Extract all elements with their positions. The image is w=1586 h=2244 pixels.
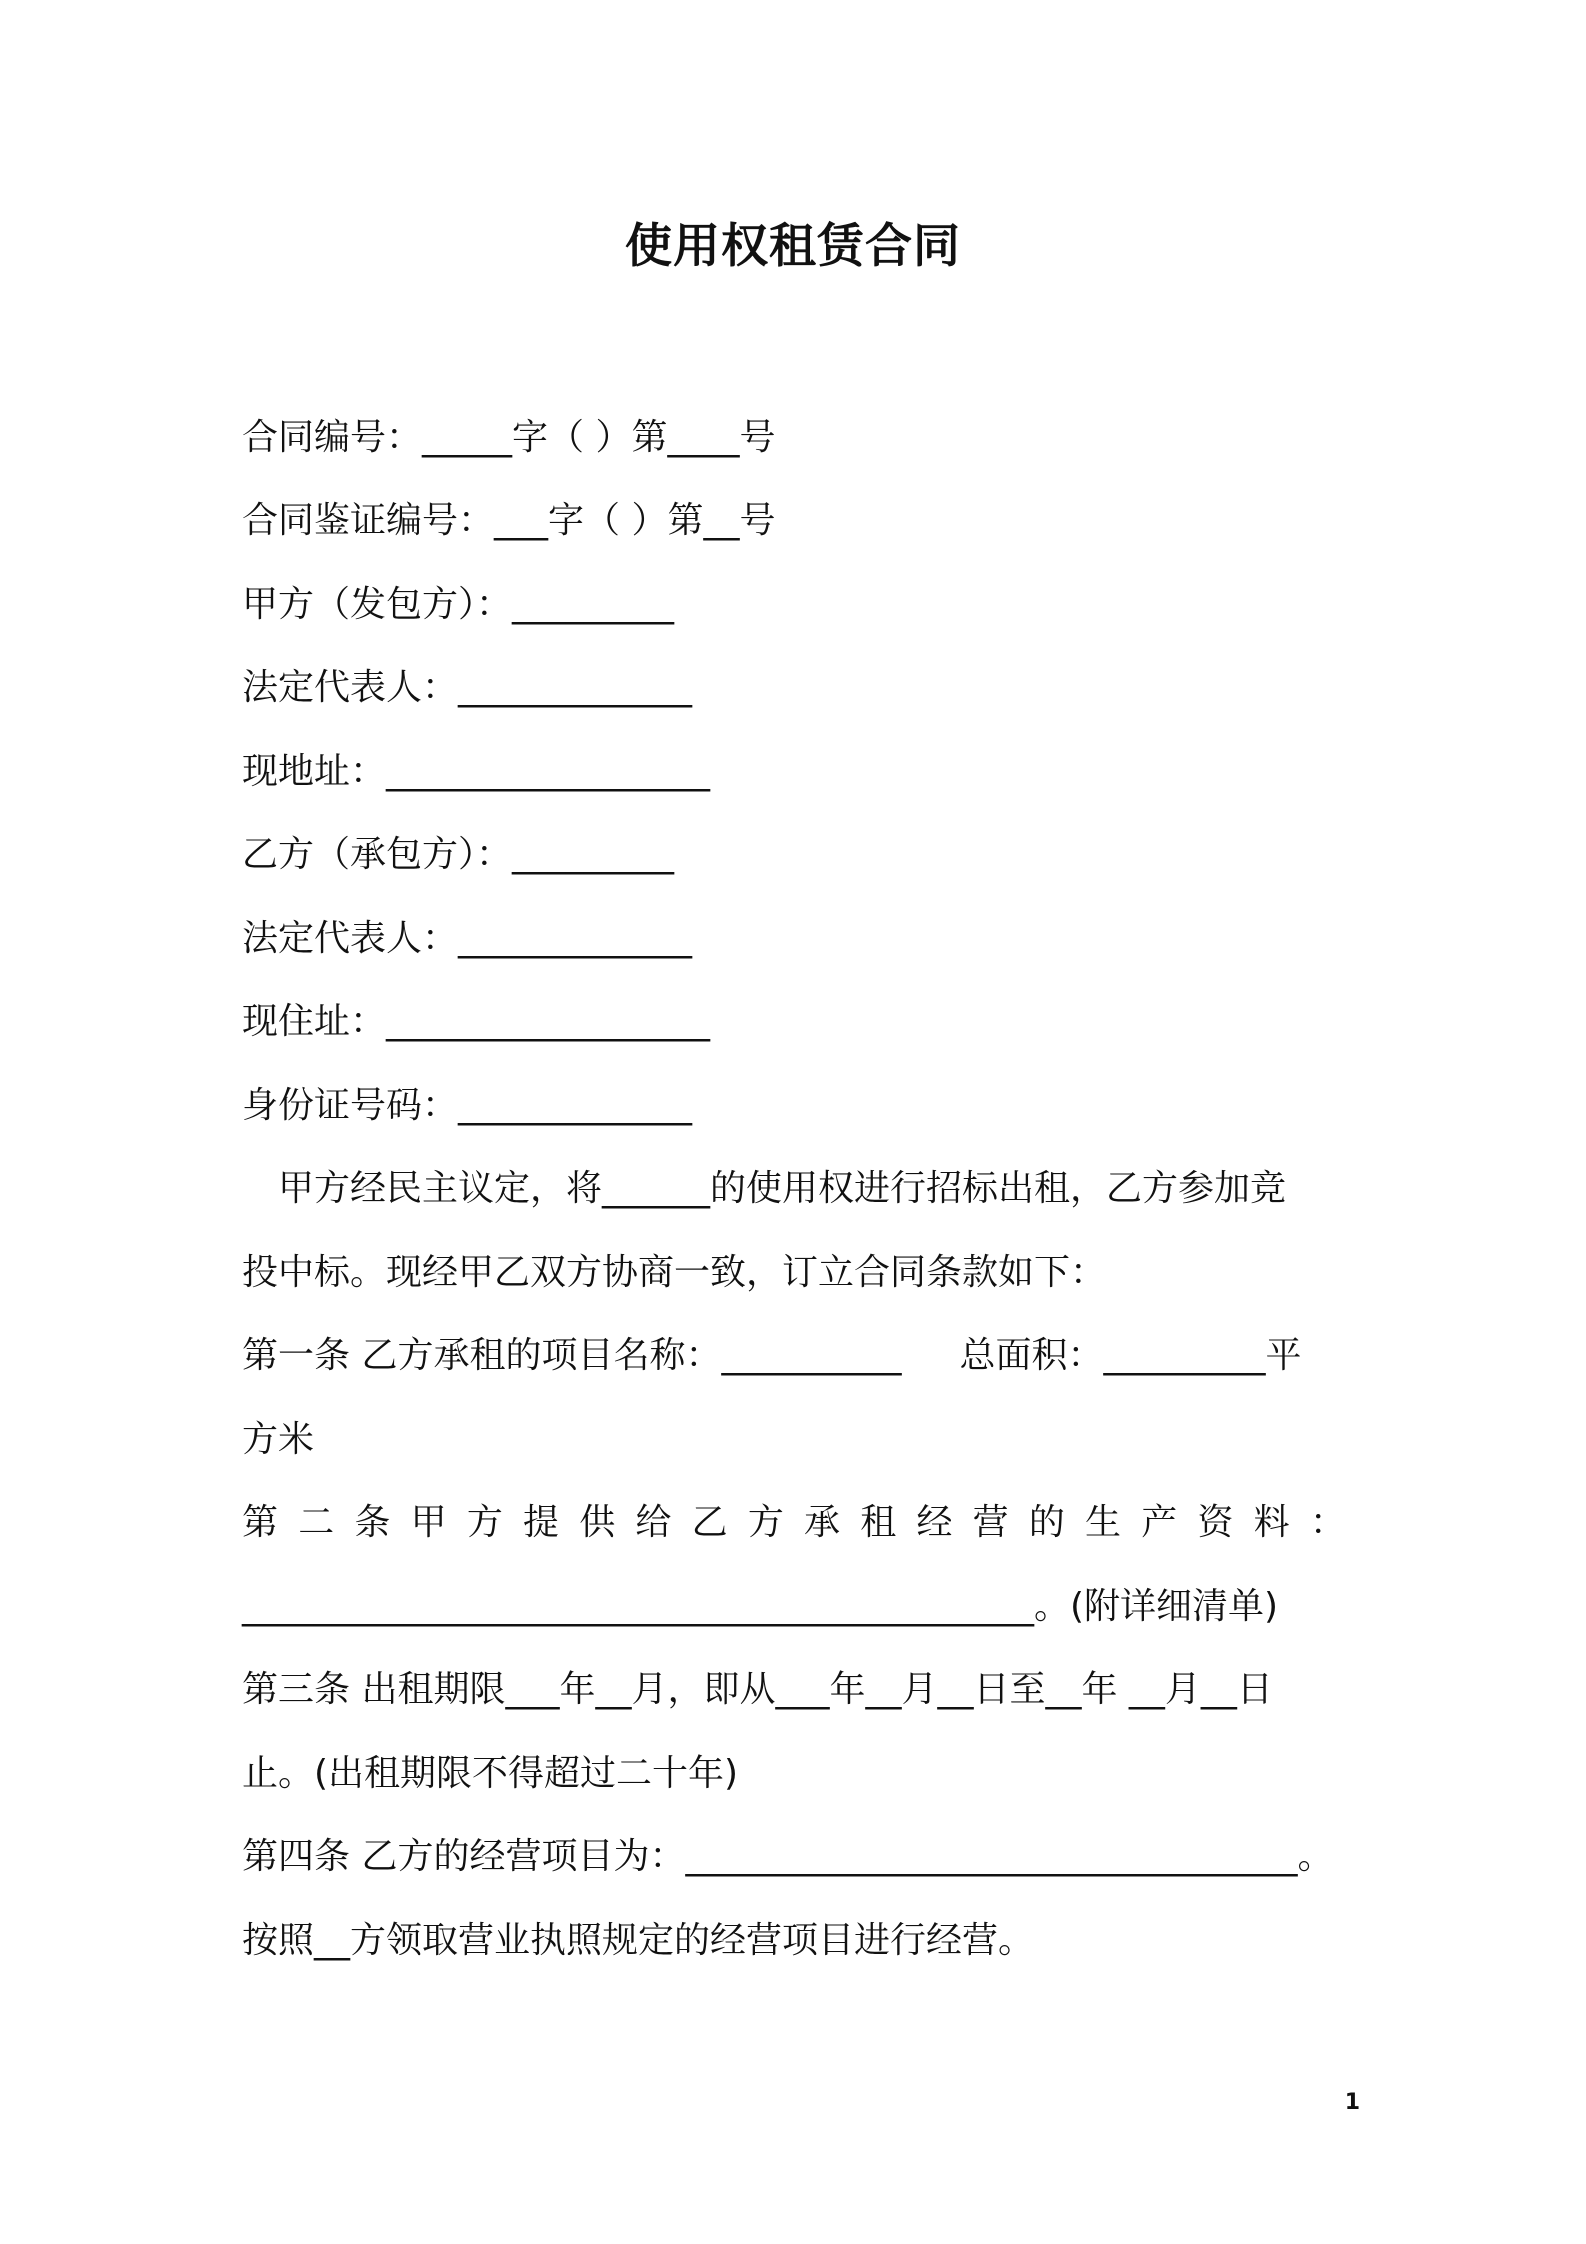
article-2-char: 营 [972,1502,1009,1543]
article-2-char: 方 [466,1502,503,1543]
id-number-line: 身份证号码：_____________ [242,1085,693,1126]
article-2-char: 条 [354,1502,391,1543]
article-4-line-2: 按照__方领取营业执照规定的经营项目进行经营。 [242,1920,1035,1961]
party-a-address-line: 现地址：__________________ [242,751,711,792]
party-a-representative-line: 法定代表人：_____________ [242,667,693,708]
article-2-char: 承 [804,1502,841,1543]
article-3-line-2: 止。(出租期限不得超过二十年) [242,1753,739,1794]
article-2-line-1 [242,1496,1346,1550]
party-b-address-line: 现住址：__________________ [242,1001,711,1042]
party-b-representative-line: 法定代表人：_____________ [242,918,693,959]
article-2-char: 第 [242,1502,279,1543]
article-2-char: 资 [1197,1502,1234,1543]
article-2-char: 二 [298,1502,335,1543]
article-1-project-name: 第一条 乙方承租的项目名称：__________ [242,1335,902,1376]
article-2-char: 提 [523,1502,560,1543]
article-4-line-1: 第四条 乙方的经营项目为：__________________________________。 [242,1836,1334,1877]
article-2-char: 甲 [410,1502,447,1543]
intro-line-1: 甲方经民主议定，将______的使用权进行招标出租，乙方参加竞 [278,1168,1287,1209]
article-2-char: 乙 [691,1502,728,1543]
article-2-char: 方 [747,1502,784,1543]
verification-number-line: 合同鉴证编号：___字（ ）第__号 [242,500,776,541]
article-2-char: 料 [1253,1502,1290,1543]
article-2-char: 生 [1085,1502,1122,1543]
intro-line-2: 投中标。现经甲乙双方协商一致，订立合同条款如下： [242,1252,1107,1293]
article-2-char: 的 [1028,1502,1065,1543]
article-2-line-2: ____________________________________________。(附详细清单) [242,1586,1279,1627]
party-b-line: 乙方（承包方）：_________ [242,834,675,875]
article-2-char: 租 [860,1502,897,1543]
article-3-line-1: 第三条 出租期限___年__月，即从___年__月__日至__年 __月__日 [242,1669,1273,1710]
article-1-line-1 [242,1329,1352,1383]
article-2-char: ： [1309,1502,1346,1543]
article-2-char: 给 [635,1502,672,1543]
document-title: 使用权租赁合同 [625,219,961,274]
article-2-char: 供 [579,1502,616,1543]
article-1-line-2: 方米 [242,1419,315,1460]
page-number: 1 [1344,2090,1360,2115]
article-2-char: 经 [916,1502,953,1543]
article-2-char: 产 [1141,1502,1178,1543]
article-1-total-area: 总面积：_________平 [959,1335,1302,1376]
party-a-line: 甲方（发包方）：_________ [242,584,675,625]
contract-number-line: 合同编号：_____字（ ）第____号 [242,417,776,458]
